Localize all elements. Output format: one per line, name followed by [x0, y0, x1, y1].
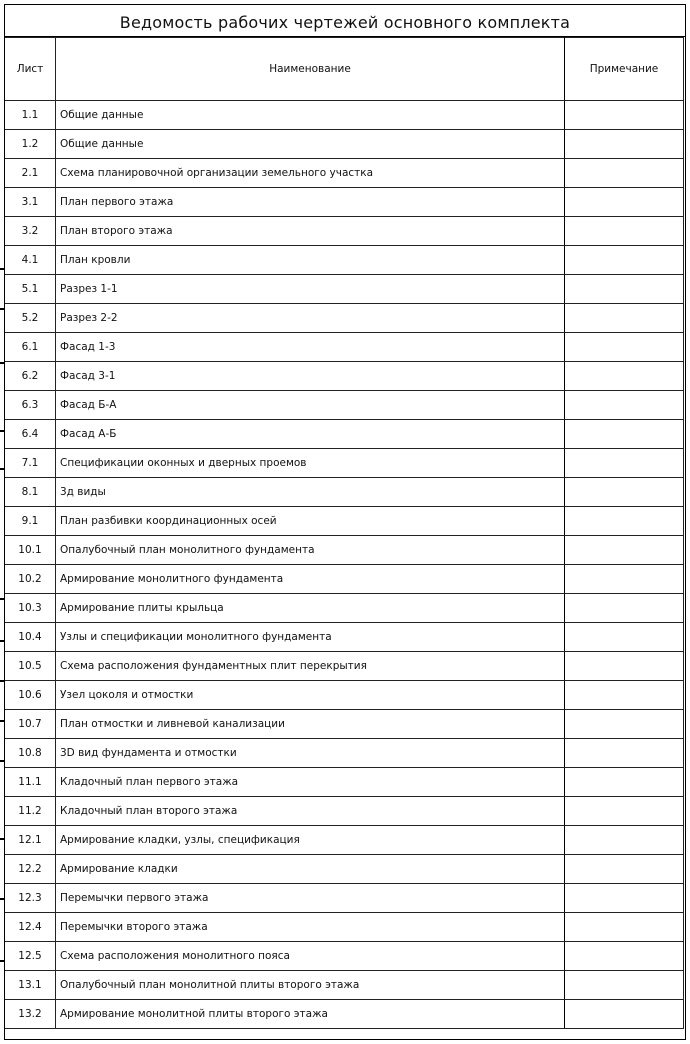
table-row	[5, 652, 684, 681]
table-row	[5, 159, 684, 188]
drawing-sheet	[4, 4, 686, 1040]
margin-tick	[0, 838, 4, 840]
sheet-note-cell	[565, 101, 684, 130]
sheet-name-cell: Армирование плиты крыльца	[56, 594, 565, 623]
table-row	[5, 275, 684, 304]
sheet-number-cell: 12.5	[5, 942, 56, 971]
document-title: Ведомость рабочих чертежей основного комплекта	[119, 13, 571, 32]
table-row	[5, 681, 684, 710]
margin-tick	[0, 898, 4, 900]
sheet-number-cell: 10.5	[5, 652, 56, 681]
margin-tick	[0, 960, 4, 962]
margin-tick	[0, 760, 4, 762]
sheet-note-cell	[565, 188, 684, 217]
sheet-name-cell: Узлы и спецификации монолитного фундамента	[56, 623, 565, 652]
sheet-number-cell: 10.8	[5, 739, 56, 768]
sheet-note-cell	[565, 710, 684, 739]
sheet-number-cell: 2.1	[5, 159, 56, 188]
table-row	[5, 1000, 684, 1029]
sheet-number-cell: 10.1	[5, 536, 56, 565]
sheet-note-cell	[565, 884, 684, 913]
sheet-name-cell: План кровли	[56, 246, 565, 275]
sheet-name-cell: Опалубочный план монолитного фундамента	[56, 536, 565, 565]
table-row	[5, 507, 684, 536]
sheet-note-cell	[565, 826, 684, 855]
sheet-number-cell: 6.2	[5, 362, 56, 391]
column-header-name: Наименование	[56, 38, 565, 101]
sheet-number-cell: 6.1	[5, 333, 56, 362]
table-row	[5, 304, 684, 333]
table-row	[5, 391, 684, 420]
sheet-name-cell: Армирование монолитной плиты второго этажа	[56, 1000, 565, 1029]
sheet-note-cell	[565, 275, 684, 304]
sheet-number-cell: 10.4	[5, 623, 56, 652]
table-row	[5, 101, 684, 130]
sheet-name-cell: Армирование монолитного фундамента	[56, 565, 565, 594]
table-row	[5, 217, 684, 246]
sheet-note-cell	[565, 391, 684, 420]
sheet-number-cell: 1.2	[5, 130, 56, 159]
table-body	[5, 101, 684, 1029]
table-row	[5, 913, 684, 942]
sheet-name-cell: План первого этажа	[56, 188, 565, 217]
table-row	[5, 449, 684, 478]
table-row	[5, 478, 684, 507]
table-row	[5, 739, 684, 768]
column-header-sheet: Лист	[5, 38, 56, 101]
sheet-name-cell: 3D вид фундамента и отмостки	[56, 739, 565, 768]
sheet-note-cell	[565, 739, 684, 768]
table-row	[5, 884, 684, 913]
sheet-number-cell: 1.1	[5, 101, 56, 130]
sheet-number-cell: 10.3	[5, 594, 56, 623]
sheet-note-cell	[565, 217, 684, 246]
sheet-note-cell	[565, 1000, 684, 1029]
sheet-number-cell: 11.2	[5, 797, 56, 826]
sheet-number-cell: 5.2	[5, 304, 56, 333]
sheet-number-cell: 11.1	[5, 768, 56, 797]
sheet-name-cell: Фасад Б-А	[56, 391, 565, 420]
sheet-name-cell: Фасад А-Б	[56, 420, 565, 449]
margin-tick	[0, 362, 4, 364]
sheet-number-cell: 9.1	[5, 507, 56, 536]
sheet-note-cell	[565, 797, 684, 826]
table-row	[5, 130, 684, 159]
sheet-name-cell: Общие данные	[56, 130, 565, 159]
table-row	[5, 826, 684, 855]
margin-tick	[0, 680, 4, 682]
sheet-number-cell: 10.7	[5, 710, 56, 739]
sheet-name-cell: Узел цоколя и отмостки	[56, 681, 565, 710]
sheet-name-cell: Фасад 3-1	[56, 362, 565, 391]
sheet-number-cell: 10.2	[5, 565, 56, 594]
sheet-number-cell: 12.2	[5, 855, 56, 884]
sheet-note-cell	[565, 333, 684, 362]
sheet-note-cell	[565, 855, 684, 884]
table-row	[5, 623, 684, 652]
column-header-note: Примечание	[565, 38, 684, 101]
sheet-number-cell: 12.4	[5, 913, 56, 942]
sheet-name-cell: Армирование кладки, узлы, спецификация	[56, 826, 565, 855]
sheet-note-cell	[565, 246, 684, 275]
sheet-name-cell: План отмостки и ливневой канализации	[56, 710, 565, 739]
sheet-number-cell: 3.1	[5, 188, 56, 217]
sheet-name-cell: Фасад 1-3	[56, 333, 565, 362]
table-row	[5, 855, 684, 884]
table-row	[5, 768, 684, 797]
sheet-note-cell	[565, 768, 684, 797]
sheet-note-cell	[565, 420, 684, 449]
sheet-note-cell	[565, 681, 684, 710]
sheet-number-cell: 7.1	[5, 449, 56, 478]
sheet-note-cell	[565, 478, 684, 507]
table-row	[5, 188, 684, 217]
sheet-number-cell: 5.1	[5, 275, 56, 304]
sheet-number-cell: 12.3	[5, 884, 56, 913]
sheet-number-cell: 8.1	[5, 478, 56, 507]
sheet-name-cell: Разрез 2-2	[56, 304, 565, 333]
sheet-name-cell: 3д виды	[56, 478, 565, 507]
sheet-number-cell: 13.2	[5, 1000, 56, 1029]
drawings-register-table	[5, 37, 684, 1029]
table-row	[5, 362, 684, 391]
table-row	[5, 971, 684, 1000]
sheet-name-cell: Опалубочный план монолитной плиты второго этажа	[56, 971, 565, 1000]
sheet-number-cell: 6.3	[5, 391, 56, 420]
sheet-name-cell: План разбивки координационных осей	[56, 507, 565, 536]
table-header-row	[5, 38, 684, 101]
table-row	[5, 710, 684, 739]
sheet-note-cell	[565, 362, 684, 391]
sheet-note-cell	[565, 971, 684, 1000]
sheet-name-cell: Армирование кладки	[56, 855, 565, 884]
sheet-number-cell: 4.1	[5, 246, 56, 275]
sheet-note-cell	[565, 130, 684, 159]
margin-tick	[0, 308, 4, 310]
sheet-name-cell: Общие данные	[56, 101, 565, 130]
table-row	[5, 536, 684, 565]
sheet-note-cell	[565, 913, 684, 942]
margin-tick	[0, 468, 4, 470]
table-row	[5, 565, 684, 594]
sheet-note-cell	[565, 623, 684, 652]
sheet-name-cell: Схема расположения фундаментных плит перекрытия	[56, 652, 565, 681]
margin-tick	[0, 268, 4, 270]
margin-tick	[0, 640, 4, 642]
sheet-number-cell: 10.6	[5, 681, 56, 710]
sheet-number-cell: 3.2	[5, 217, 56, 246]
sheet-name-cell: План второго этажа	[56, 217, 565, 246]
sheet-name-cell: Перемычки второго этажа	[56, 913, 565, 942]
sheet-note-cell	[565, 507, 684, 536]
table-row	[5, 942, 684, 971]
sheet-note-cell	[565, 536, 684, 565]
sheet-name-cell: Схема расположения монолитного пояса	[56, 942, 565, 971]
sheet-name-cell: Разрез 1-1	[56, 275, 565, 304]
sheet-note-cell	[565, 942, 684, 971]
margin-tick	[0, 720, 4, 722]
sheet-note-cell	[565, 652, 684, 681]
sheet-number-cell: 6.4	[5, 420, 56, 449]
sheet-note-cell	[565, 159, 684, 188]
sheet-note-cell	[565, 449, 684, 478]
sheet-name-cell: Спецификации оконных и дверных проемов	[56, 449, 565, 478]
table-row	[5, 246, 684, 275]
sheet-name-cell: Кладочный план второго этажа	[56, 797, 565, 826]
table-row	[5, 797, 684, 826]
table-row	[5, 333, 684, 362]
sheet-number-cell: 12.1	[5, 826, 56, 855]
sheet-name-cell: Кладочный план первого этажа	[56, 768, 565, 797]
margin-tick	[0, 598, 4, 600]
sheet-number-cell: 13.1	[5, 971, 56, 1000]
sheet-name-cell: Схема планировочной организации земельного участка	[56, 159, 565, 188]
sheet-note-cell	[565, 594, 684, 623]
sheet-note-cell	[565, 304, 684, 333]
table-row	[5, 594, 684, 623]
table-row	[5, 420, 684, 449]
sheet-name-cell: Перемычки первого этажа	[56, 884, 565, 913]
sheet-note-cell	[565, 565, 684, 594]
margin-tick	[0, 430, 4, 432]
